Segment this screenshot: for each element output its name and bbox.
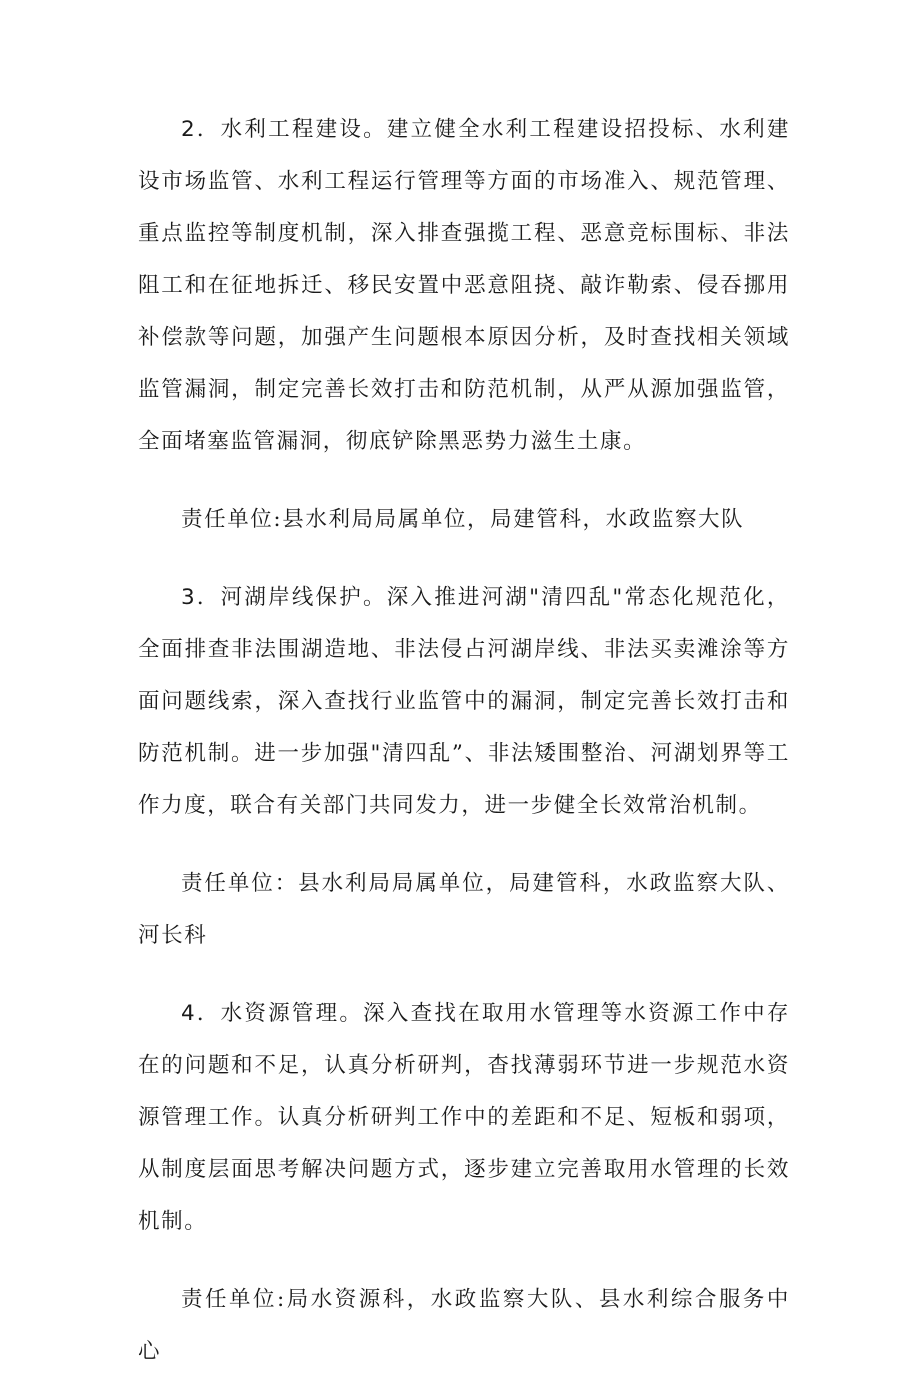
section-3-paragraph (138, 572, 790, 832)
section-4-paragraph (138, 988, 790, 1248)
spacer (138, 468, 790, 494)
section-4-responsibility: 责任单位:局水资源科，水政监察大队、县水利综合服务中心 (138, 1287, 790, 1364)
section-2-number: 2 (181, 117, 197, 142)
section-4-body: ．水资源管理。深入查找在取用水管理等水资源工作中存在的问题和不足，认真分析研判，杳找薄弱环节进一步规范水资源管理工作。认真分析研判工作中的差距和不足、短板和弱项，从制度层面思考解决问题方式，逐步建立完善取用水管理的长效机制。 (138, 1001, 790, 1234)
section-3-responsibility: 责任单位：县水利局局属单位，局建管科，水政监察大队、河长科 (138, 871, 790, 948)
section-2-responsibility: 责任单位:县水利局局属单位，局建管科，水政监察大队 (181, 507, 745, 532)
document-page (138, 104, 790, 1378)
section-3-number: 3 (181, 585, 197, 610)
spacer (138, 1248, 790, 1274)
section-2-body: ．水利工程建设。建立健全水利工程建设招投标、水利建设市场监管、水利工程运行管理等方面的市场准入、规范管理、重点监控等制度机制，深入排查强揽工程、恶意竞标围标、非法阻工和在征地拆迁、移民安置中恶意阻挠、敲诈勒索、侵吞挪用补偿款等问题，加强产生问题根本原因分析，及时查找相关领域监管漏洞，制定完善长效打击和防范机制，从严从源加强监管，全面堵塞监管漏洞，彻底铲除黑恶势力滋生土康。 (138, 117, 790, 454)
section-4-number: 4 (181, 1001, 197, 1026)
spacer (138, 832, 790, 858)
spacer (138, 962, 790, 988)
spacer (138, 546, 790, 572)
section-3-body: ．河湖岸线保护。深入推进河湖"清四乱"常态化规范化，全面排查非法围湖造地、非法侵占河湖岸线、非法买卖滩涂等方面问题线索，深入查找行业监管中的漏洞，制定完善长效打击和防范机制。进一步加强"清四乱”、非法矮围整治、河湖划界等工作力度，联合有关部门共同发力，进一步健全长效常治机制。 (138, 585, 790, 818)
section-2-paragraph (138, 104, 790, 468)
